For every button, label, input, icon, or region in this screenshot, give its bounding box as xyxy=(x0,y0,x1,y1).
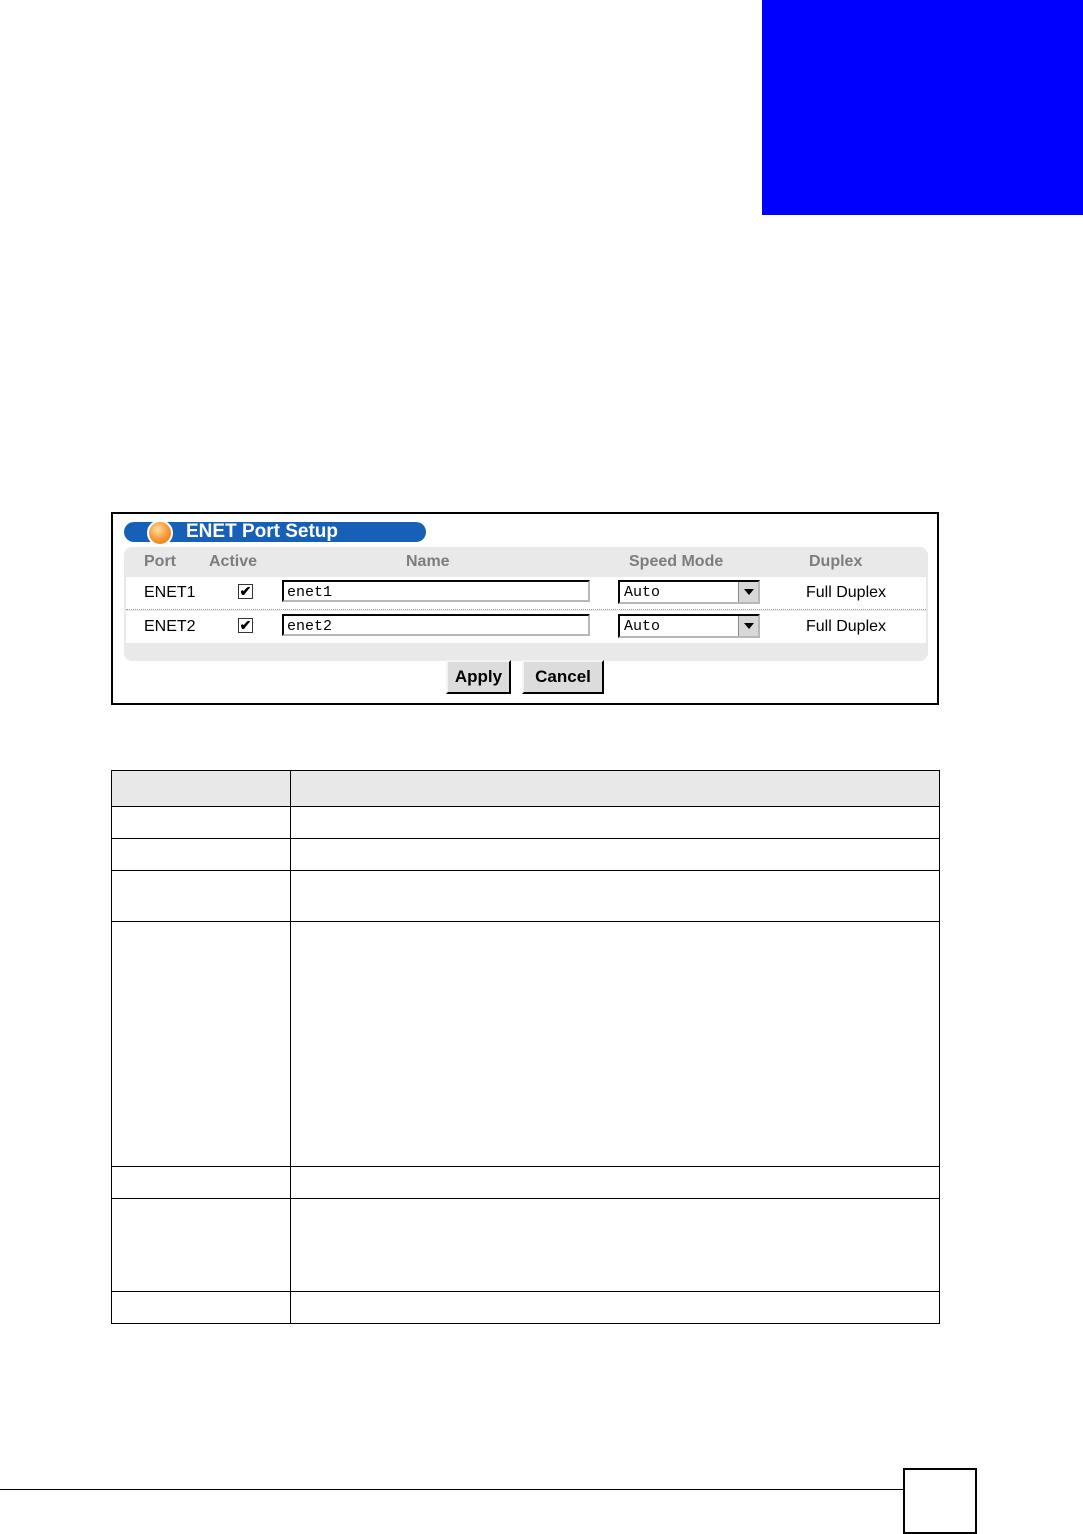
cancel-button[interactable]: Cancel xyxy=(522,660,604,694)
speed-mode-value: Auto xyxy=(624,584,661,601)
chapter-tab-block xyxy=(762,0,1083,215)
table-row xyxy=(112,1199,940,1292)
table-row xyxy=(112,807,940,839)
orb-icon xyxy=(147,520,173,546)
header-active: Active xyxy=(209,553,258,570)
panel-title-bar xyxy=(124,522,426,542)
table-row xyxy=(112,1167,940,1199)
table-row xyxy=(112,839,940,871)
page-number-box xyxy=(903,1468,977,1534)
table-row xyxy=(126,577,926,610)
table-header-row xyxy=(112,771,940,807)
table-row xyxy=(126,611,926,643)
footer-rule xyxy=(0,1489,903,1490)
port-table xyxy=(124,547,928,661)
header-speed-mode: Speed Mode xyxy=(629,553,724,570)
chevron-down-icon[interactable] xyxy=(738,616,758,636)
port-name-input[interactable]: enet2 xyxy=(282,614,590,636)
duplex-value: Full Duplex xyxy=(806,584,887,601)
table-row xyxy=(112,871,940,922)
active-checkbox[interactable]: ✔ xyxy=(239,617,252,633)
active-checkbox[interactable]: ✔ xyxy=(239,583,252,599)
apply-button[interactable]: Apply xyxy=(446,660,511,694)
speed-mode-select[interactable] xyxy=(618,614,760,638)
chevron-down-icon[interactable] xyxy=(738,582,758,602)
speed-mode-value: Auto xyxy=(624,618,661,635)
port-label: ENET1 xyxy=(144,584,196,601)
field-description-table xyxy=(111,770,940,1324)
enet-port-setup-screenshot xyxy=(111,512,939,705)
table-row xyxy=(112,922,940,1167)
speed-mode-select[interactable] xyxy=(618,580,760,604)
header-duplex: Duplex xyxy=(809,553,863,570)
table-row xyxy=(112,1292,940,1324)
header-port: Port xyxy=(144,553,176,570)
duplex-value: Full Duplex xyxy=(806,618,887,635)
header-name: Name xyxy=(406,553,450,570)
port-name-input[interactable]: enet1 xyxy=(282,580,590,602)
port-label: ENET2 xyxy=(144,618,196,635)
panel-title: ENET Port Setup xyxy=(186,521,339,542)
